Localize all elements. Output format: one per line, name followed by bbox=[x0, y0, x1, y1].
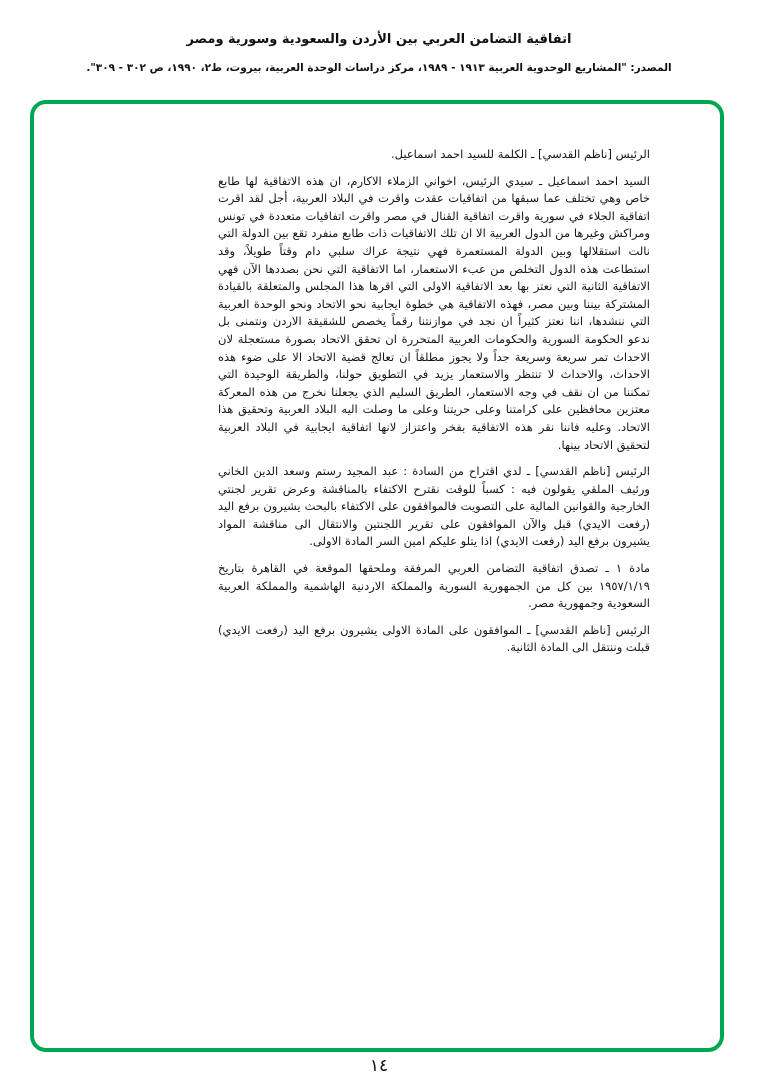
page-number: ١٤ bbox=[369, 1056, 389, 1076]
document-title: اتفاقية التضامن العربي بين الأردن والسعودية وسورية ومصر bbox=[186, 32, 572, 47]
source-citation-line: المصدر: "المشاريع الوحدوية العربية ١٩١٣ - ١٩٨٩، مركز دراسات الوحدة العربية، بيروت، ط٢، ١٩٩٠، ص ٣٠٢ - ٣٠٩". bbox=[86, 62, 672, 74]
paragraph-ismail-speech: السيد احمد اسماعيل ـ سيدي الرئيس، اخواني الزملاء الاكارم، ان هذه الاتفاقية لها طابع خاص وهي تختلف عما سبقها من اتفاقيات عقدت واقرت في البلاد العربية، أجل لقد اقرت اتفاقية الجلاء في سورية واقرت اتفاقية القنال في مصر واقرت اتفاقيات متعددة في تونس ومراكش وغيرها من الدول العربية الا ان تلك الاتفاقيات ذات طابع منفرد تقع بين الدولة التي نالت استقلالها وبين الدولة المستعمرة فهي نتيجة عراك سلبي دام وقتاً طويلاً، وقد استطاعت هذه الدول التخلص من عبء الاستعمار، اما الاتفاقية التي نحن بصددها الآن فهي الاتفاقية الثانية التي نعتز بها بعد الاتفاقية الاولى التي اقرها هذا المجلس والمتعلقة بالقيادة المشتركة بيننا وبين مصر، فهذه الاتفاقية هي خطوة ايجابية نحو الاتحاد ونحو الوحدة العربية التي ننشدها، اننا نعتز كثيراً ان نجد في موازنتنا رقماً يخصص للشقيقة الاردن ونتمنى بل ندعو الحكومة السورية والحكومات العربية المتحررة ان تحقق الاتحاد بصورة مستعجلة لان الاحداث تمر سريعة وسريعة جداً ولا يجوز مطلقاً ان تعالج قضية الاتحاد الا على ضوء هذه الاحداث، والاحداث لا تنتظر والاستعمار يزيد في التطويق حولنا، والطريقة الوحيدة التي تمكننا من ان نقف في وجه الاستعمار، الطريق السليم الذي يجعلنا نخرج من هذه المعركة معتزين محافظين على كرامتنا وعلى حريتنا وعلى ما وصلت اليه البلاد العربية وتحقيق هذا الاتحاد. وعليه فاننا نقر هذه الاتفاقية بفخر واعتزاز لانها اتفاقية ايجابية في البلاد العربية لتحقيق الاتحاد بينها. bbox=[218, 173, 650, 452]
body-text-column bbox=[218, 146, 650, 666]
paragraph-president-vote: الرئيس [ناظم القدسي] ـ الموافقون على المادة الاولى يشيرون برفع اليد (رفعت الايدي) قبلت وننتقل الى المادة الثانية. bbox=[218, 622, 650, 655]
paragraph-article-1: مادة ١ ـ تصدق اتفاقية التضامن العربي المرفقة وملحقها الموقعة في القاهرة بتاريخ ١٩٥٧/١/١٩ بين كل من الجمهورية السورية والمملكة الاردنية الهاشمية والمملكة العربية السعودية وجمهورية مصر. bbox=[218, 561, 650, 611]
paragraph-president-proposal: الرئيس [ناظم القدسي] ـ لدي اقتراح من السادة : عبد المجيد رستم وسعد الدين الخاني ورئيف الملقي يقولون فيه : كسباً للوقت نقترح الاكتفاء بالمناقشة وعرض تقرير لجنتي الخارجية والقوانين المالية على التصويت فالموافقون على الاكتفاء بالبحث يشيرون برفع اليد (رفعت الايدي) قبل والآن الموافقون على تقرير اللجنتين والانتقال الى مناقشة المواد يشيرون برفع اليد (رفعت الايدي) اذا يتلو عليكم امين السر المادة الاولى. bbox=[218, 464, 650, 549]
paragraph-president-intro: الرئيس [ناظم القدسي] ـ الكلمة للسيد احمد اسماعيل. bbox=[390, 147, 650, 161]
